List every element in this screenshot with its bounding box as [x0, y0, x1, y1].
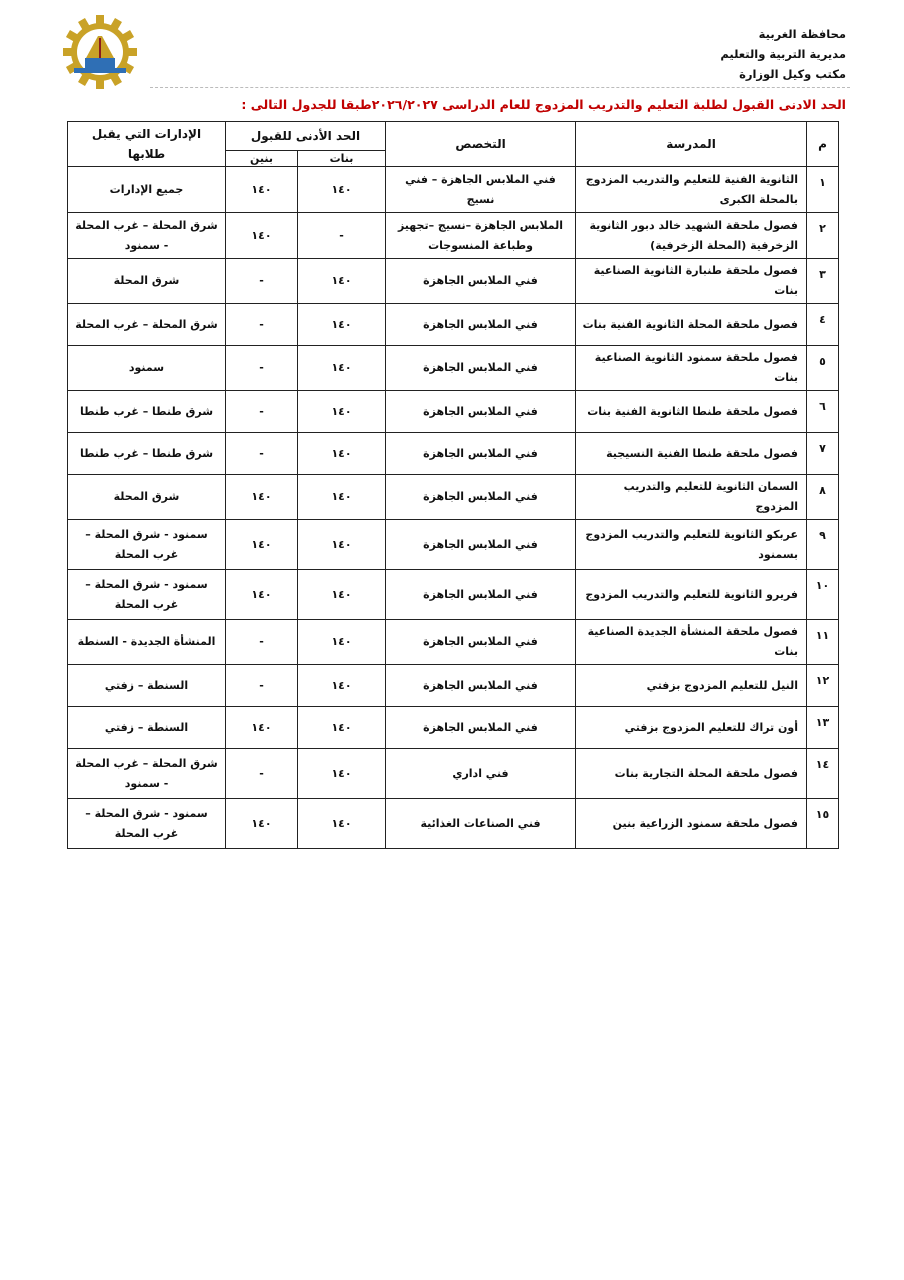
min-score-girls-cell: ١٤٠: [298, 665, 386, 707]
specialty-cell: فني الملابس الجاهزة: [386, 620, 576, 665]
table-row: [68, 346, 839, 391]
min-score-girls-cell: ١٤٠: [298, 346, 386, 391]
min-score-boys-cell: ١٤٠: [226, 167, 298, 213]
row-number-cell: ١٢: [807, 665, 839, 707]
office-name: مكتب وكيل الوزارة: [739, 67, 846, 81]
districts-cell: سمنود - شرق المحلة – غرب المحلة: [68, 520, 226, 570]
min-score-girls-cell: ١٤٠: [298, 570, 386, 620]
min-score-boys-cell: ١٤٠: [226, 475, 298, 520]
table-row: [68, 475, 839, 520]
directorate-name: مديرية التربية والتعليم: [720, 47, 846, 61]
min-score-girls-cell: ١٤٠: [298, 520, 386, 570]
specialty-cell: فني الملابس الجاهزة: [386, 707, 576, 749]
min-score-girls-cell: ١٤٠: [298, 167, 386, 213]
min-score-girls-cell: ١٤٠: [298, 475, 386, 520]
row-number-cell: ١١: [807, 620, 839, 665]
table-body: [68, 167, 839, 849]
row-number-cell: ٧: [807, 433, 839, 475]
specialty-cell: فني الملابس الجاهزة: [386, 259, 576, 304]
school-name-cell: فصول ملحقة طنبارة الثانوية الصناعية بنات: [576, 259, 807, 304]
min-score-boys-cell: -: [226, 620, 298, 665]
specialty-cell: فني اداري: [386, 749, 576, 799]
min-score-boys-cell: -: [226, 665, 298, 707]
specialty-cell: فني الملابس الجاهزة: [386, 520, 576, 570]
min-score-boys-cell: -: [226, 391, 298, 433]
min-score-boys-cell: -: [226, 346, 298, 391]
districts-cell: شرق المحلة – غرب المحلة - سمنود: [68, 213, 226, 259]
table-row: [68, 259, 839, 304]
min-score-girls-cell: ١٤٠: [298, 391, 386, 433]
min-score-boys-cell: ١٤٠: [226, 799, 298, 849]
table-row: [68, 749, 839, 799]
min-score-girls-cell: -: [298, 213, 386, 259]
specialty-cell: فني الملابس الجاهزة: [386, 665, 576, 707]
specialty-cell: فني الملابس الجاهزة: [386, 433, 576, 475]
min-score-boys-cell: -: [226, 259, 298, 304]
school-name-cell: عربكو الثانوية للتعليم والتدريب المزدوج بسمنود: [576, 520, 807, 570]
row-number-cell: ١٤: [807, 749, 839, 799]
min-score-girls-cell: ١٤٠: [298, 749, 386, 799]
specialty-cell: فني الملابس الجاهزة: [386, 475, 576, 520]
districts-cell: سمنود - شرق المحلة – غرب المحلة: [68, 799, 226, 849]
col-header-girls: بنات: [298, 151, 386, 167]
row-number-cell: ٣: [807, 259, 839, 304]
specialty-cell: فني الملابس الجاهزة: [386, 570, 576, 620]
districts-cell: شرق المحلة – غرب المحلة: [68, 304, 226, 346]
min-score-boys-cell: -: [226, 304, 298, 346]
specialty-cell: فني الملابس الجاهزة: [386, 304, 576, 346]
school-name-cell: السمان الثانوية للتعليم والتدريب المزدوج: [576, 475, 807, 520]
admission-table: [67, 121, 839, 849]
row-number-cell: ٥: [807, 346, 839, 391]
col-header-school: المدرسة: [576, 122, 807, 167]
col-header-districts: الإدارات التي يقبل طلابها: [68, 122, 226, 167]
row-number-cell: ٩: [807, 520, 839, 570]
min-score-boys-cell: -: [226, 749, 298, 799]
issuer-header: [720, 24, 846, 84]
districts-cell: المنشأة الجديدة - السنطة: [68, 620, 226, 665]
col-header-num: م: [807, 122, 839, 167]
min-score-boys-cell: ١٤٠: [226, 570, 298, 620]
school-name-cell: النيل للتعليم المزدوج بزفتي: [576, 665, 807, 707]
specialty-cell: فني الصناعات الغذائية: [386, 799, 576, 849]
table-row: [68, 799, 839, 849]
ministry-logo-icon: [62, 14, 138, 90]
row-number-cell: ٤: [807, 304, 839, 346]
page-title: الحد الادنى القبول لطلبة التعليم والتدريب المزدوج للعام الدراسى ٢٠٢٦/٢٠٢٧طبقا للجدول التالى :: [241, 97, 846, 112]
col-header-specialty: التخصص: [386, 122, 576, 167]
districts-cell: سمنود - شرق المحلة – غرب المحلة: [68, 570, 226, 620]
districts-cell: السنطة – زفتي: [68, 707, 226, 749]
school-name-cell: فصول ملحقة المنشأة الجديدة الصناعية بنات: [576, 620, 807, 665]
districts-cell: السنطة – زفتي: [68, 665, 226, 707]
school-name-cell: فريرو الثانوية للتعليم والتدريب المزدوج: [576, 570, 807, 620]
table-row: [68, 707, 839, 749]
row-number-cell: ١٠: [807, 570, 839, 620]
districts-cell: شرق طنطا – غرب طنطا: [68, 391, 226, 433]
min-score-boys-cell: ١٤٠: [226, 520, 298, 570]
specialty-cell: فني الملابس الجاهزة: [386, 346, 576, 391]
school-name-cell: فصول ملحقة طنطا الفنية النسيجية: [576, 433, 807, 475]
row-number-cell: ٦: [807, 391, 839, 433]
school-name-cell: فصول ملحقة سمنود الثانوية الصناعية بنات: [576, 346, 807, 391]
districts-cell: جميع الإدارات: [68, 167, 226, 213]
school-name-cell: أون تراك للتعليم المزدوج بزفتي: [576, 707, 807, 749]
table-row: [68, 304, 839, 346]
row-number-cell: ١٥: [807, 799, 839, 849]
table-row: [68, 433, 839, 475]
specialty-cell: فني الملابس الجاهزة – فني نسيج: [386, 167, 576, 213]
table-row: [68, 213, 839, 259]
table-row: [68, 520, 839, 570]
districts-cell: شرق المحلة – غرب المحلة - سمنود: [68, 749, 226, 799]
row-number-cell: ٢: [807, 213, 839, 259]
row-number-cell: ١٣: [807, 707, 839, 749]
specialty-cell: الملابس الجاهزة –نسيج –تجهيز وطباعة المنسوجات: [386, 213, 576, 259]
min-score-boys-cell: ١٤٠: [226, 707, 298, 749]
min-score-girls-cell: ١٤٠: [298, 799, 386, 849]
school-name-cell: فصول ملحقة سمنود الزراعية بنين: [576, 799, 807, 849]
districts-cell: شرق المحلة: [68, 259, 226, 304]
specialty-cell: فني الملابس الجاهزة: [386, 391, 576, 433]
governorate-name: محافظة الغربية: [758, 27, 846, 41]
table-header-row: [68, 122, 839, 151]
districts-cell: شرق طنطا – غرب طنطا: [68, 433, 226, 475]
col-header-boys: بنين: [226, 151, 298, 167]
school-name-cell: الثانوية الفنية للتعليم والتدريب المزدوج بالمحلة الكبرى: [576, 167, 807, 213]
min-score-girls-cell: ١٤٠: [298, 620, 386, 665]
min-score-boys-cell: ١٤٠: [226, 213, 298, 259]
row-number-cell: ٨: [807, 475, 839, 520]
header-divider: [150, 87, 850, 88]
school-name-cell: فصول ملحقة المحلة الثانوية الفنية بنات: [576, 304, 807, 346]
table-row: [68, 665, 839, 707]
school-name-cell: فصول ملحقة طنطا الثانوية الفنية بنات: [576, 391, 807, 433]
min-score-girls-cell: ١٤٠: [298, 707, 386, 749]
min-score-boys-cell: -: [226, 433, 298, 475]
districts-cell: شرق المحلة: [68, 475, 226, 520]
min-score-girls-cell: ١٤٠: [298, 259, 386, 304]
col-header-min-score: الحد الأدنى للقبول: [226, 122, 386, 151]
min-score-girls-cell: ١٤٠: [298, 433, 386, 475]
table-row: [68, 167, 839, 213]
min-score-girls-cell: ١٤٠: [298, 304, 386, 346]
table-row: [68, 570, 839, 620]
school-name-cell: فصول ملحقة الشهيد خالد دبور الثانوية الزخرفية (المحلة الزخرفية): [576, 213, 807, 259]
table-row: [68, 620, 839, 665]
districts-cell: سمنود: [68, 346, 226, 391]
table-row: [68, 391, 839, 433]
row-number-cell: ١: [807, 167, 839, 213]
school-name-cell: فصول ملحقة المحلة التجارية بنات: [576, 749, 807, 799]
